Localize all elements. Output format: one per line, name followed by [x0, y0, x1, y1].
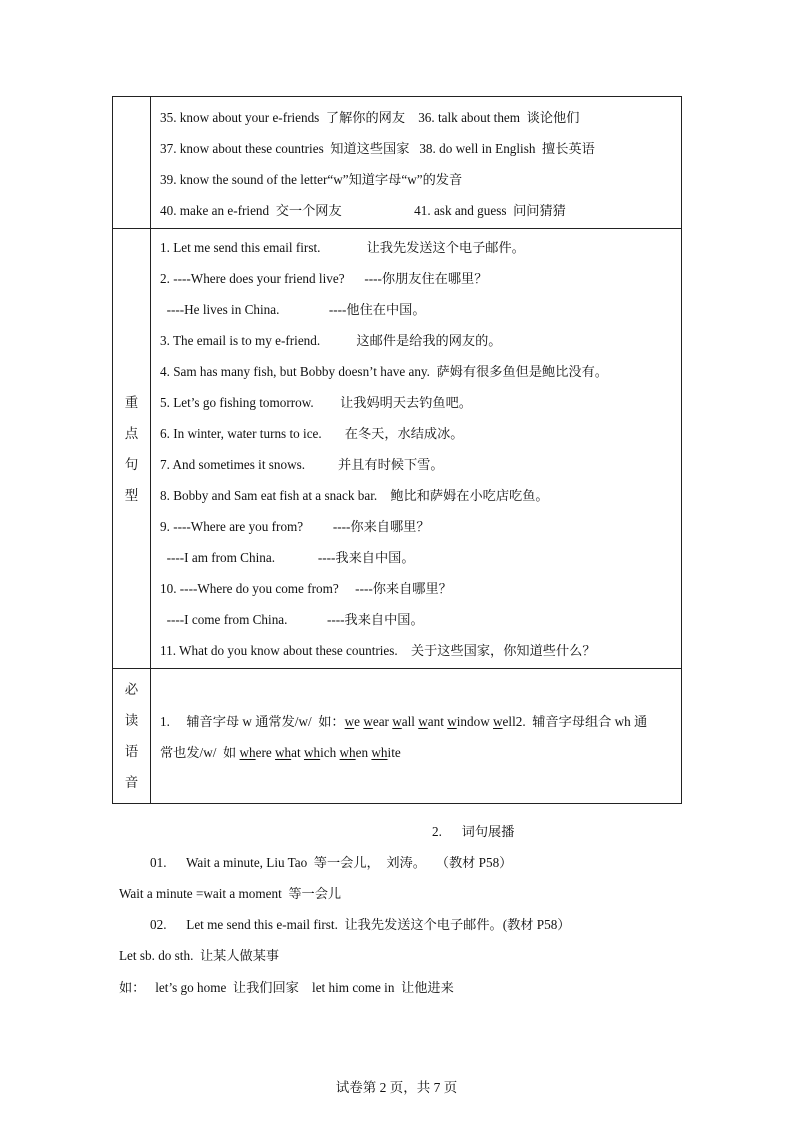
phonics-word: well — [493, 714, 516, 729]
phrase-line: 35. know about your e-friends 了解你的网友 36. talk about them 谈论他们 — [160, 110, 580, 125]
label-char: 重 — [124, 394, 139, 410]
phonics-content — [151, 669, 681, 803]
phonics-word: what — [275, 745, 301, 760]
note-paragraph: Wait a minute =wait a moment 等一会儿 — [119, 886, 342, 901]
phonics-word: where — [239, 745, 272, 760]
label-char: 型 — [124, 487, 139, 503]
phonics-line-1 — [160, 706, 681, 737]
note-paragraph: 02. Let me send this e-mail first. 让我先发送这个电子邮件。(教材 P58） — [150, 917, 571, 932]
phonics-word: wear — [363, 714, 389, 729]
sentence-line: 2. ----Where does your friend live? ----你朋友住在哪里？ — [160, 271, 488, 286]
label-char: 点 — [124, 425, 139, 441]
phrases-content — [151, 97, 681, 228]
sentence-line: ----I am from China. ----我来自中国。 — [160, 550, 415, 565]
sentence-line: 5. Let’s go fishing tomorrow. 让我妈明天去钓鱼吧。 — [160, 395, 472, 410]
sentence-line: 7. And sometimes it snows. 并且有时候下雪。 — [160, 457, 444, 472]
page-footer: 试卷第 2 页，共 7 页 — [335, 1080, 458, 1095]
phrase-line: 40. make an e-friend 交一个网友 41. ask and guess 问问猜猜 — [160, 203, 566, 218]
label-char: 句 — [124, 456, 139, 472]
sentence-line: ----He lives in China. ----他住在中国。 — [160, 302, 426, 317]
note-paragraph: 01. Wait a minute, Liu Tao 等一会儿， 刘涛。 （教材 P58） — [150, 855, 513, 870]
phonics-line-2 — [160, 737, 681, 768]
label-char: 必 — [124, 682, 139, 697]
table-row-phonics — [113, 668, 681, 803]
label-char: 语 — [124, 744, 139, 759]
sentence-line: 11. What do you know about these countries. 关于这些国家，你知道些什么？ — [160, 643, 596, 658]
phonics-suffix: 2. 辅音字母组合 wh 通 — [515, 714, 648, 729]
sentence-line: 9. ----Where are you from? ----你来自哪里？ — [160, 519, 430, 534]
sentence-line: 8. Bobby and Sam eat fish at a snack bar. 鲍比和萨姆在小吃店吃鱼。 — [160, 488, 549, 503]
phrase-line: 39. know the sound of the letter“w”知道字母“w”的发音 — [160, 172, 463, 187]
label-char: 音 — [124, 775, 139, 790]
table-row-phrases — [113, 97, 681, 228]
sentence-line: 4. Sam has many fish, but Bobby doesn’t have any. 萨姆有很多鱼但是鲍比没有。 — [160, 364, 608, 379]
phonics-prefix: 常也发/w/ 如 — [160, 745, 240, 760]
sentence-line: ----I come from China. ----我来自中国。 — [160, 612, 424, 627]
phonics-word: when — [339, 745, 369, 760]
sentence-line: 6. In winter, water turns to ice. 在冬天，水结成冰。 — [160, 426, 464, 441]
phonics-prefix: 1. 辅音字母 w 通常发/w/ 如： — [160, 714, 345, 729]
phonics-word: wall — [392, 714, 415, 729]
phonics-word: white — [371, 745, 401, 760]
phonics-words-w — [345, 714, 516, 729]
note-paragraph: Let sb. do sth. 让某人做某事 — [119, 948, 280, 963]
row-label-empty — [113, 97, 151, 228]
label-char: 读 — [124, 713, 139, 728]
phonics-word: we — [344, 714, 361, 729]
phonics-words-wh — [240, 745, 401, 760]
phonics-word: which — [303, 745, 337, 760]
row-label-key-sentences — [113, 229, 151, 668]
sentence-line: 1. Let me send this email first. 让我先发送这个电子邮件。 — [160, 240, 525, 255]
phonics-word: want — [418, 714, 444, 729]
sentence-line: 10. ----Where do you come from? ----你来自哪里？ — [160, 581, 452, 596]
section-heading: 2. 词句展播 — [432, 824, 515, 839]
phrase-line: 37. know about these countries 知道这些国家 38. do well in English 擅长英语 — [160, 141, 595, 156]
vocabulary-table — [112, 96, 682, 804]
sentence-line: 3. The email is to my e-friend. 这邮件是给我的网友的。 — [160, 333, 502, 348]
phonics-word: window — [447, 714, 490, 729]
key-sentences-content — [151, 229, 681, 668]
table-row-key-sentences — [113, 228, 681, 668]
row-label-phonics — [113, 669, 151, 803]
note-paragraph: 如： let’s go home 让我们回家 let him come in 让他进来 — [119, 980, 454, 995]
